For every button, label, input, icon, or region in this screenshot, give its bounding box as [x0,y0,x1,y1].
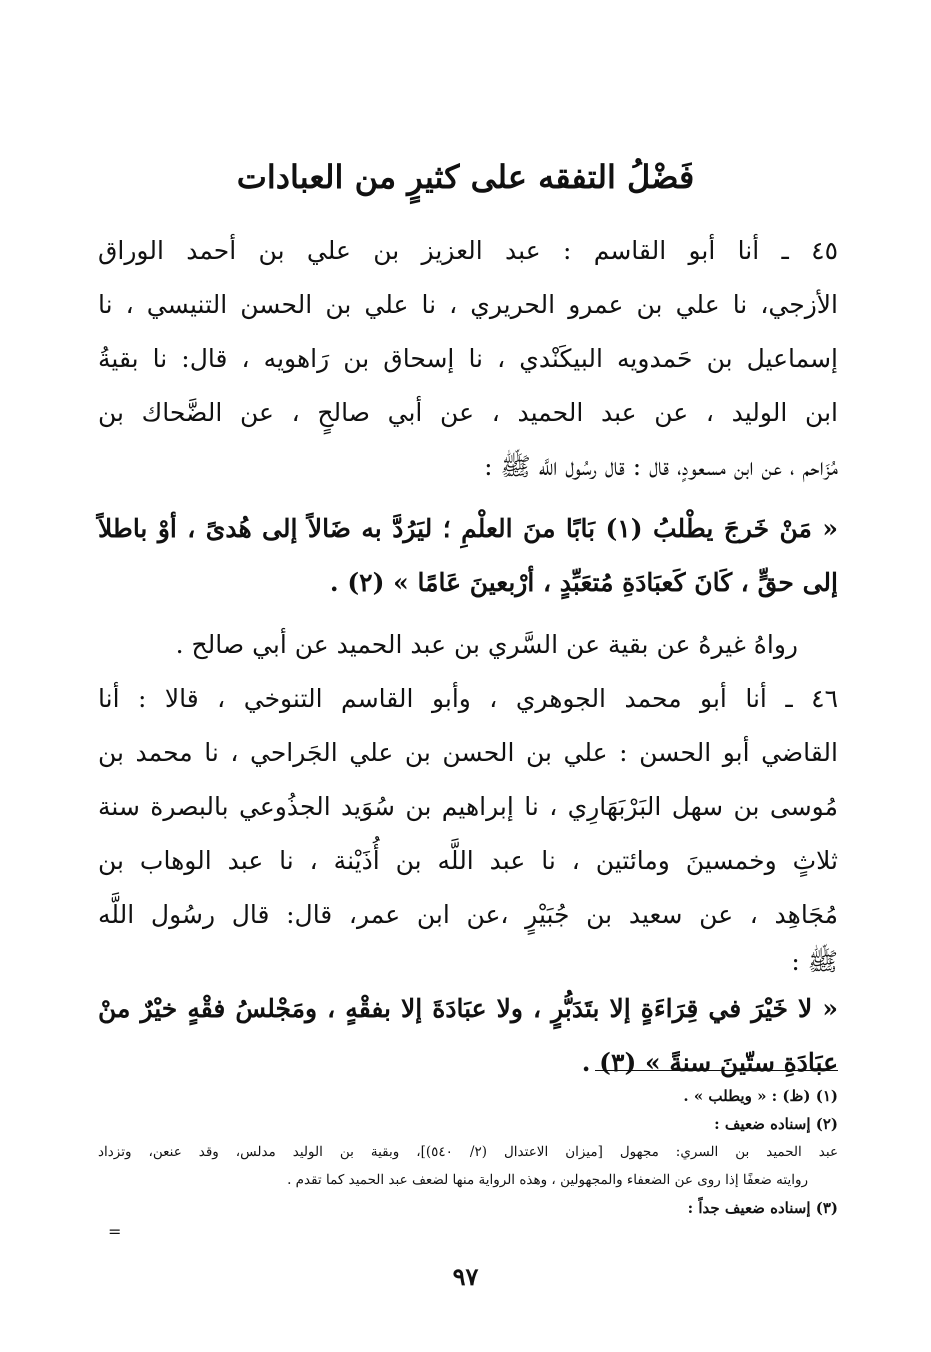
footnote-divider [595,1070,838,1071]
note-45: رواهُ غيرهُ عن بقية عن السَّري بن عبد الحميد عن أبي صالح . [175,630,798,659]
footnote-1: (١) (ظ) : « ويطلب » . [683,1087,838,1105]
footnote-3: (٣) إسناده ضعيف جداً : [687,1199,838,1217]
chapter-title: فَضْلُ التفقه على كثيرٍ من العبادات [236,158,695,196]
paragraph-46-line: القاضي أبو الحسن : علي بن الحسن بن علي الجَراحي ، نا محمد بن [98,738,838,767]
main-text [98,224,838,1090]
hadith-46-line: « لا خَيْرَ في قِرَاءَةٍ إلا بتَدَبُّرٍ ، ولا عبَادَةَ إلا بفقْهٍ ، ومَجْلسُ فقْهٍ خيْرٌ منْ [98,994,838,1023]
paragraph-45-line: مُزَاحم ، عن ابن مسعودٍ، قال : قال رسُول اللَّه ﷺ : [484,452,838,481]
paragraph-45-line: إسماعيل بن حَمدويه البيكَنْدي ، نا إسحاق بن رَاهويه ، قال: نا بقيةُ [98,344,838,373]
footnotes [98,1082,838,1222]
paragraph-46-line: مُوسى بن سهل البَرْبَهَارِي ، نا إبراهيم بن سُوَيد الجذُوعي بالبصرة سنة [98,792,838,821]
hadith-45-line: « مَنْ خَرجَ يطْلبُ (١) بَابًا منَ العلْمِ ؛ ليَرُدَّ به ضَالاً إلى هُدىً ، أوْ باطلاً [98,514,838,543]
paragraph-46-line: مُجَاهِد ، عن سعيد بن جُبَيْرٍ ،عن ابن عمر، قال: قال رسُول اللَّه [98,900,838,929]
paragraph-46-line: ٤٦ ـ أنا أبو محمد الجوهري ، وأبو القاسم التنوخي ، قالا : أنا [98,684,838,713]
paragraph-45-line: ٤٥ ـ أنا أبو القاسم : عبد العزيز بن علي بن أحمد الوراق [98,236,838,265]
paragraph-45-line: ابن الوليد ، عن عبد الحميد ، عن أبي صالحٍ ، عن الضَّحاك بن [98,398,838,427]
paragraph-46-line: ثلاثٍ وخمسينَ ومائتين ، نا عبد اللَّه بن أُذَيْنة ، نا عبد الوهاب بن [98,846,838,875]
footnote-2-text: عبد الحميد بن السري: مجهول [ميزان الاعتدال (٢/ ٥٤٠)]، وبقية بن الوليد مدلس، وقد عنعن، وتزداد [98,1144,838,1160]
page-number: ٩٧ [452,1262,479,1291]
hadith-46-line: عبَادَةِ ستّينَ سنةً » (٣) . [581,1048,838,1077]
continuation-mark: = [108,1222,122,1241]
footnote-2-text: روايته ضعفًا إذا روى عن الضعفاء والمجهولين ، وهذه الرواية منها لضعف عبد الحميد كما تقدم . [287,1172,808,1188]
hadith-45-line: إلى حقٍّ ، كَانَ كَعبَادَةِ مُتعَبِّدٍ ، أرْبعينَ عَامًا » (٢) . [329,568,838,597]
footnote-2-heading: (٢) إسناده ضعيف : [714,1115,838,1133]
paragraph-45-line: الأزجي، نا علي بن عمرو الحريري ، نا علي بن الحسن التنيسي ، نا [98,290,838,319]
paragraph-46-line: ﷺ : [791,947,838,976]
